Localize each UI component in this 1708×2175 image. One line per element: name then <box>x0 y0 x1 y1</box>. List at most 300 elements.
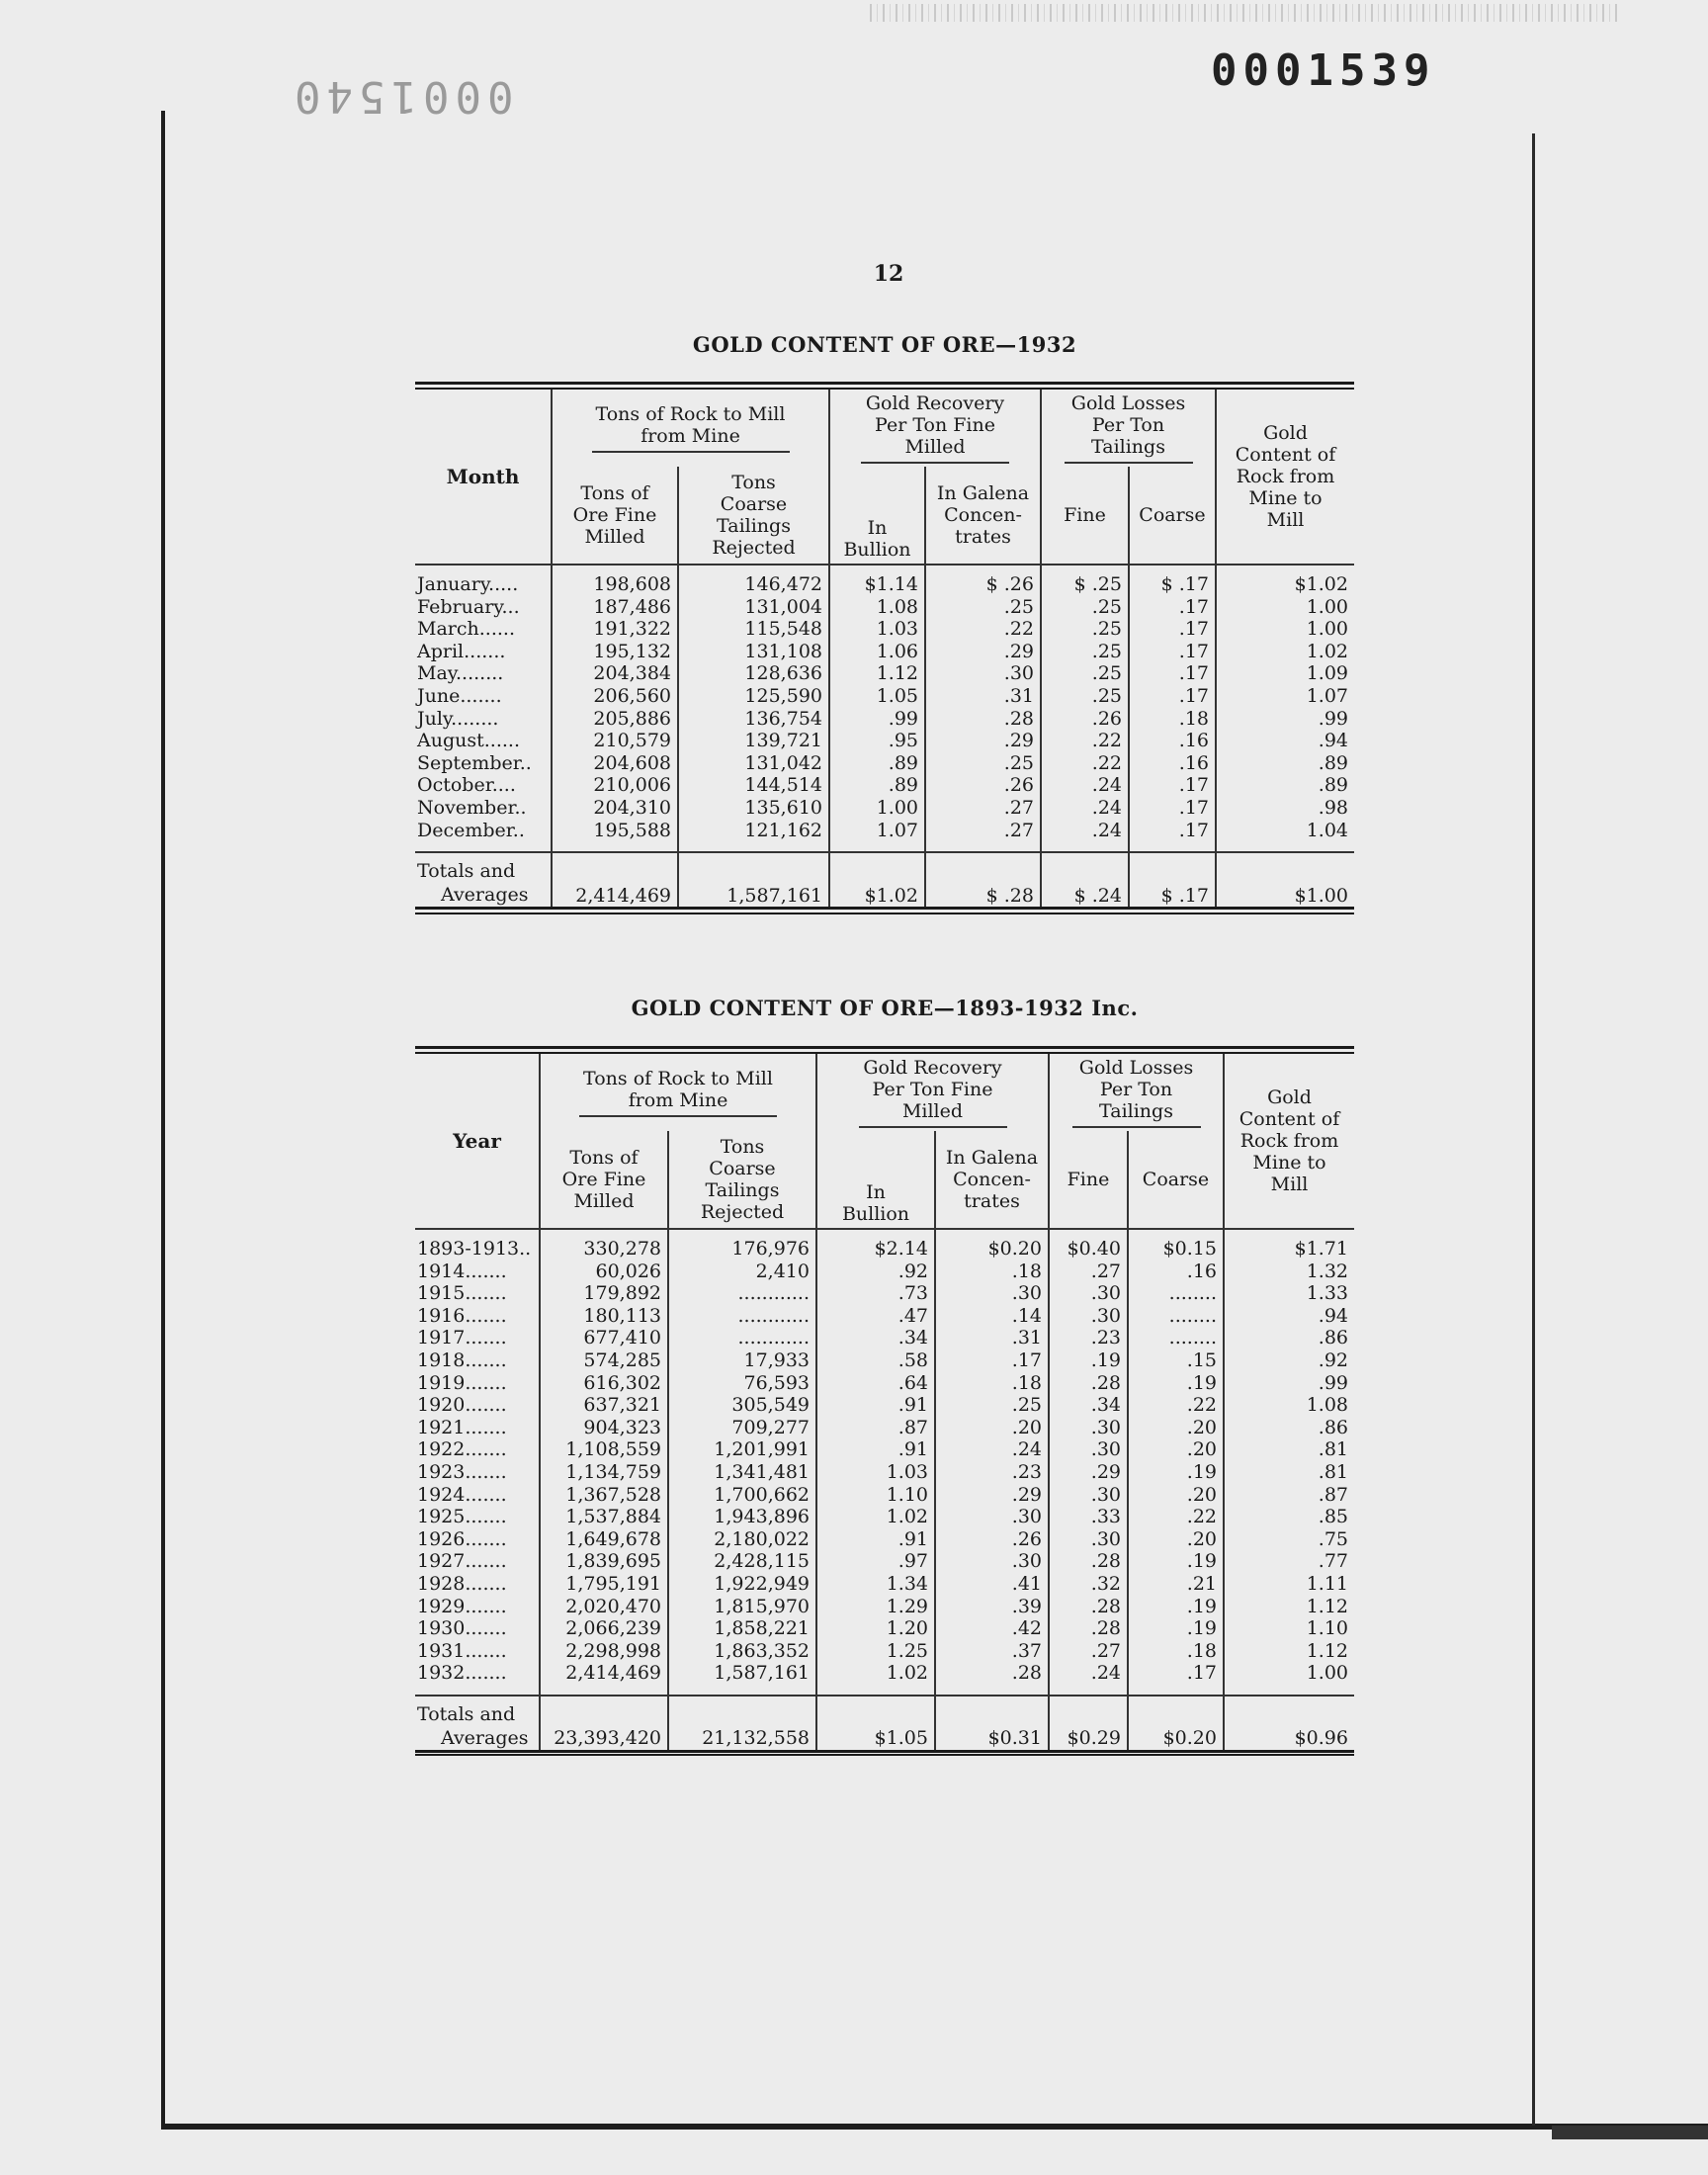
coarse-tailings-cell: 709,277 <box>668 1417 816 1439</box>
row-label-cell: May........ <box>417 662 504 685</box>
gold-content-cell: 1.00 <box>1216 596 1354 619</box>
ore-fine-cell: 204,608 <box>552 752 678 775</box>
table1-title: GOLD CONTENT OF ORE—1932 <box>692 332 1077 357</box>
coarse-tailings-cell: 1,341,481 <box>668 1461 816 1484</box>
galena-cell: .20 <box>935 1417 1049 1439</box>
table2-group-recovery: Gold Recovery Per Ton Fine Milled <box>816 1054 1049 1131</box>
ore-fine-cell: 198,608 <box>552 565 678 596</box>
bullion-cell: $2.14 <box>816 1229 935 1261</box>
row-label-cell: 1928....... <box>417 1572 507 1595</box>
coarse-loss-cell: .17 <box>1129 774 1216 797</box>
coarse-tailings-cell: ............ <box>668 1327 816 1349</box>
galena-cell: .29 <box>935 1484 1049 1507</box>
coarse-tailings-cell: 125,590 <box>678 685 829 708</box>
fine-loss-cell: .27 <box>1049 1640 1128 1663</box>
fine-loss-cell: .24 <box>1049 1662 1128 1696</box>
ore-fine-cell: 1,649,678 <box>540 1528 668 1551</box>
galena-cell: .25 <box>925 752 1041 775</box>
ore-fine-cell: 1,108,559 <box>540 1438 668 1461</box>
totals-coarse-loss-cell: $0.20 <box>1128 1696 1224 1750</box>
coarse-tailings-cell: ............ <box>668 1305 816 1328</box>
row-label-cell: 1918....... <box>417 1348 507 1371</box>
ore-fine-cell: 677,410 <box>540 1327 668 1349</box>
totals-fine-loss-cell: $ .24 <box>1041 852 1129 907</box>
bullion-cell: $1.14 <box>829 565 925 596</box>
galena-cell: $ .26 <box>925 565 1041 596</box>
gold-content-cell: .99 <box>1224 1372 1354 1395</box>
fine-loss-cell: .22 <box>1041 730 1129 752</box>
coarse-loss-cell: .17 <box>1129 662 1216 685</box>
table2-col-ore-fine: Tons of Ore Fine Milled <box>540 1131 668 1229</box>
gold-content-cell: .87 <box>1224 1484 1354 1507</box>
ore-fine-cell: 1,795,191 <box>540 1573 668 1596</box>
fine-loss-cell: .29 <box>1049 1461 1128 1484</box>
galena-cell: .31 <box>925 685 1041 708</box>
row-label-cell: February... <box>417 595 520 618</box>
table1-col-fine: Fine <box>1041 467 1129 565</box>
coarse-loss-cell: ........ <box>1128 1327 1224 1349</box>
bullion-cell: .34 <box>816 1327 935 1349</box>
table2-group-content: Gold Content of Rock from Mine to Mill <box>1224 1054 1354 1229</box>
coarse-loss-cell: .17 <box>1129 641 1216 663</box>
galena-cell: .29 <box>925 641 1041 663</box>
totals-galena-cell: $ .28 <box>925 852 1041 907</box>
fine-loss-cell: .24 <box>1041 820 1129 853</box>
totals-coarse-tailings-cell: 21,132,558 <box>668 1696 816 1750</box>
coarse-loss-cell: .19 <box>1128 1550 1224 1573</box>
table1-group-losses: Gold Losses Per Ton Tailings <box>1041 390 1216 467</box>
ore-fine-cell: 195,588 <box>552 820 678 853</box>
coarse-tailings-cell: 131,042 <box>678 752 829 775</box>
bullion-cell: 1.00 <box>829 797 925 820</box>
gold-content-cell: .75 <box>1224 1528 1354 1551</box>
bullion-cell: .58 <box>816 1349 935 1372</box>
row-label-cell: 1921....... <box>417 1416 507 1438</box>
coarse-loss-cell: $0.15 <box>1128 1229 1224 1261</box>
bullion-cell: 1.02 <box>816 1662 935 1696</box>
table2-group-losses: Gold Losses Per Ton Tailings <box>1049 1054 1224 1131</box>
table2-row <box>415 1417 1354 1439</box>
fine-loss-cell: .28 <box>1049 1617 1128 1640</box>
coarse-loss-cell: .15 <box>1128 1349 1224 1372</box>
coarse-loss-cell: .22 <box>1128 1394 1224 1417</box>
table2-row <box>415 1484 1354 1507</box>
coarse-tailings-cell: 136,754 <box>678 708 829 731</box>
fine-loss-cell: .34 <box>1049 1394 1128 1417</box>
galena-cell: .39 <box>935 1596 1049 1618</box>
table1-row <box>415 774 1354 797</box>
gold-content-cell: .98 <box>1216 797 1354 820</box>
gold-content-cell: 1.11 <box>1224 1573 1354 1596</box>
fine-loss-cell: .25 <box>1041 685 1129 708</box>
frame-right-border <box>1532 133 1535 2126</box>
coarse-tailings-cell: 2,428,115 <box>668 1550 816 1573</box>
table2-row <box>415 1617 1354 1640</box>
coarse-loss-cell: .19 <box>1128 1372 1224 1395</box>
coarse-tailings-cell: 135,610 <box>678 797 829 820</box>
coarse-tailings-cell: 1,943,896 <box>668 1506 816 1528</box>
table2-row <box>415 1506 1354 1528</box>
row-label-cell: December.. <box>417 819 525 841</box>
bullion-cell: .97 <box>816 1550 935 1573</box>
ore-fine-cell: 210,006 <box>552 774 678 797</box>
gold-content-cell: 1.07 <box>1216 685 1354 708</box>
gold-content-cell: .81 <box>1224 1461 1354 1484</box>
ore-fine-cell: 1,537,884 <box>540 1506 668 1528</box>
bullion-cell: .92 <box>816 1261 935 1283</box>
totals-ore-fine-cell: 2,414,469 <box>552 852 678 907</box>
fine-loss-cell: .19 <box>1049 1349 1128 1372</box>
bullion-cell: .47 <box>816 1305 935 1328</box>
coarse-tailings-cell: 144,514 <box>678 774 829 797</box>
table2-row-header: Year <box>453 1129 501 1153</box>
row-label-cell: 1931....... <box>417 1639 507 1662</box>
gold-content-cell: .94 <box>1224 1305 1354 1328</box>
gold-content-cell: 1.33 <box>1224 1282 1354 1305</box>
table2-row <box>415 1596 1354 1618</box>
table2-row <box>415 1461 1354 1484</box>
table2-row <box>415 1662 1354 1696</box>
bullion-cell: 1.29 <box>816 1596 935 1618</box>
bleed-through-stamp: 0001540 <box>289 71 514 122</box>
row-label-cell: 1926....... <box>417 1527 507 1550</box>
row-label-cell: 1932....... <box>417 1662 507 1685</box>
totals-bullion-cell: $1.05 <box>816 1696 935 1750</box>
table2-col-fine: Fine <box>1049 1131 1128 1229</box>
totals-coarse-loss-cell: $ .17 <box>1129 852 1216 907</box>
bullion-cell: 1.08 <box>829 596 925 619</box>
coarse-loss-cell: .19 <box>1128 1617 1224 1640</box>
table1-row <box>415 662 1354 685</box>
ore-fine-cell: 1,839,695 <box>540 1550 668 1573</box>
gold-content-cell: 1.10 <box>1224 1617 1354 1640</box>
table1-group-content: Gold Content of Rock from Mine to Mill <box>1216 390 1354 565</box>
row-label-cell: June....... <box>417 684 502 707</box>
row-label-cell: 1925....... <box>417 1506 507 1528</box>
fine-loss-cell: .30 <box>1049 1438 1128 1461</box>
table2-row <box>415 1372 1354 1395</box>
gold-content-cell: .99 <box>1216 708 1354 731</box>
table1-row <box>415 730 1354 752</box>
coarse-tailings-cell: 1,201,991 <box>668 1438 816 1461</box>
ore-fine-cell: 1,367,528 <box>540 1484 668 1507</box>
ore-fine-cell: 191,322 <box>552 618 678 641</box>
totals-label-line2: Averages <box>441 884 529 907</box>
row-label-cell: 1927....... <box>417 1550 507 1573</box>
table2-row <box>415 1349 1354 1372</box>
galena-cell: .28 <box>925 708 1041 731</box>
coarse-loss-cell: .20 <box>1128 1438 1224 1461</box>
bullion-cell: 1.25 <box>816 1640 935 1663</box>
gold-content-cell: .85 <box>1224 1506 1354 1528</box>
galena-cell: .30 <box>935 1550 1049 1573</box>
fine-loss-cell: .28 <box>1049 1550 1128 1573</box>
ore-fine-cell: 210,579 <box>552 730 678 752</box>
row-label-cell: 1930....... <box>417 1617 507 1640</box>
coarse-tailings-cell: 76,593 <box>668 1372 816 1395</box>
coarse-tailings-cell: 305,549 <box>668 1394 816 1417</box>
fine-loss-cell: .30 <box>1049 1282 1128 1305</box>
totals-fine-loss-cell: $0.29 <box>1049 1696 1128 1750</box>
galena-cell: $0.20 <box>935 1229 1049 1261</box>
table1-group-tons: Tons of Rock to Mill from Mine <box>552 390 829 467</box>
coarse-tailings-cell: 128,636 <box>678 662 829 685</box>
totals-label-line1: Totals and <box>417 1702 516 1725</box>
bullion-cell: .73 <box>816 1282 935 1305</box>
table1-row-header: Month <box>446 465 520 488</box>
coarse-tailings-cell: 1,587,161 <box>668 1662 816 1696</box>
fine-loss-cell: .28 <box>1049 1596 1128 1618</box>
coarse-loss-cell: .19 <box>1128 1461 1224 1484</box>
table1-bottom-rule <box>415 907 1354 914</box>
ore-fine-cell: 206,560 <box>552 685 678 708</box>
totals-label-cell <box>415 852 552 907</box>
galena-cell: .18 <box>935 1372 1049 1395</box>
gold-content-cell: .86 <box>1224 1417 1354 1439</box>
ore-fine-cell: 2,298,998 <box>540 1640 668 1663</box>
ore-fine-cell: 205,886 <box>552 708 678 731</box>
bullion-cell: 1.06 <box>829 641 925 663</box>
coarse-loss-cell: .22 <box>1128 1506 1224 1528</box>
coarse-tailings-cell: 2,410 <box>668 1261 816 1283</box>
coarse-tailings-cell: 131,004 <box>678 596 829 619</box>
bullion-cell: .89 <box>829 774 925 797</box>
row-label-cell: 1893-1913.. <box>417 1238 532 1260</box>
fine-loss-cell: $ .25 <box>1041 565 1129 596</box>
galena-cell: .23 <box>935 1461 1049 1484</box>
totals-label-line2: Averages <box>441 1726 529 1749</box>
fine-loss-cell: .25 <box>1041 641 1129 663</box>
coarse-loss-cell: .19 <box>1128 1596 1224 1618</box>
galena-cell: .31 <box>935 1327 1049 1349</box>
coarse-loss-cell: ........ <box>1128 1282 1224 1305</box>
table1-row <box>415 820 1354 853</box>
coarse-tailings-cell: 1,700,662 <box>668 1484 816 1507</box>
gold-content-cell: 1.04 <box>1216 820 1354 853</box>
galena-cell: .27 <box>925 820 1041 853</box>
row-label-cell: 1919....... <box>417 1371 507 1394</box>
table1 <box>415 382 1354 914</box>
ore-fine-cell: 637,321 <box>540 1394 668 1417</box>
gold-content-cell: 1.00 <box>1224 1662 1354 1696</box>
table2-col-coarse: Tons Coarse Tailings Rejected <box>668 1131 816 1229</box>
coarse-tailings-cell: 2,180,022 <box>668 1528 816 1551</box>
galena-cell: .18 <box>935 1261 1049 1283</box>
fine-loss-cell: .22 <box>1041 752 1129 775</box>
table2-col-bullion: In Bullion <box>816 1131 935 1229</box>
coarse-tailings-cell: 1,815,970 <box>668 1596 816 1618</box>
totals-galena-cell: $0.31 <box>935 1696 1049 1750</box>
galena-cell: .29 <box>925 730 1041 752</box>
bullion-cell: 1.12 <box>829 662 925 685</box>
gold-content-cell: 1.32 <box>1224 1261 1354 1283</box>
totals-ore-fine-cell: 23,393,420 <box>540 1696 668 1750</box>
document-number-stamp: 0001539 <box>1211 45 1436 96</box>
gold-content-cell: .77 <box>1224 1550 1354 1573</box>
gold-content-cell: $1.71 <box>1224 1229 1354 1261</box>
coarse-tailings-cell: 131,108 <box>678 641 829 663</box>
table2-bottom-rule <box>415 1750 1354 1756</box>
row-label-cell: 1915....... <box>417 1282 507 1305</box>
bullion-cell: .99 <box>829 708 925 731</box>
table1-row <box>415 618 1354 641</box>
table1-totals-row <box>415 852 1354 907</box>
bullion-cell: 1.20 <box>816 1617 935 1640</box>
row-label-cell: 1923....... <box>417 1460 507 1483</box>
galena-cell: .26 <box>935 1528 1049 1551</box>
ore-fine-cell: 574,285 <box>540 1349 668 1372</box>
gold-content-cell: 1.12 <box>1224 1596 1354 1618</box>
table2-row <box>415 1261 1354 1283</box>
table2-row <box>415 1229 1354 1261</box>
galena-cell: .37 <box>935 1640 1049 1663</box>
fine-loss-cell: .28 <box>1049 1372 1128 1395</box>
coarse-tailings-cell: 139,721 <box>678 730 829 752</box>
galena-cell: .14 <box>935 1305 1049 1328</box>
coarse-loss-cell: .17 <box>1128 1662 1224 1696</box>
bullion-cell: 1.03 <box>829 618 925 641</box>
coarse-tailings-cell: 121,162 <box>678 820 829 853</box>
ore-fine-cell: 1,134,759 <box>540 1461 668 1484</box>
table2-group-tons: Tons of Rock to Mill from Mine <box>540 1054 816 1131</box>
galena-cell: .17 <box>935 1349 1049 1372</box>
coarse-loss-cell: .16 <box>1128 1261 1224 1283</box>
row-label-cell: October.... <box>417 774 516 797</box>
galena-cell: .26 <box>925 774 1041 797</box>
gold-content-cell: .92 <box>1224 1349 1354 1372</box>
coarse-loss-cell: .21 <box>1128 1573 1224 1596</box>
fine-loss-cell: .27 <box>1049 1261 1128 1283</box>
coarse-tailings-cell: 1,863,352 <box>668 1640 816 1663</box>
table1-col-coarse: Tons Coarse Tailings Rejected <box>678 467 829 565</box>
coarse-loss-cell: .17 <box>1129 820 1216 853</box>
bullion-cell: .95 <box>829 730 925 752</box>
scan-artifact <box>870 4 1621 22</box>
gold-content-cell: 1.08 <box>1224 1394 1354 1417</box>
table2-row <box>415 1573 1354 1596</box>
row-label-cell: March...... <box>417 618 515 641</box>
row-label-cell: 1917....... <box>417 1327 507 1349</box>
coarse-loss-cell: .20 <box>1128 1484 1224 1507</box>
table1-top-rule <box>415 382 1354 390</box>
coarse-tailings-cell: 146,472 <box>678 565 829 596</box>
table2-row <box>415 1305 1354 1328</box>
gold-content-cell: 1.02 <box>1216 641 1354 663</box>
galena-cell: .28 <box>935 1662 1049 1696</box>
table1-row <box>415 565 1354 596</box>
coarse-tailings-cell: 17,933 <box>668 1349 816 1372</box>
ore-fine-cell: 204,384 <box>552 662 678 685</box>
coarse-tailings-cell: 1,922,949 <box>668 1573 816 1596</box>
row-label-cell: 1929....... <box>417 1595 507 1617</box>
row-label-cell: 1916....... <box>417 1304 507 1327</box>
totals-coarse-tailings-cell: 1,587,161 <box>678 852 829 907</box>
table1-row <box>415 685 1354 708</box>
coarse-loss-cell: .18 <box>1128 1640 1224 1663</box>
row-label-cell: 1924....... <box>417 1483 507 1506</box>
bullion-cell: 1.10 <box>816 1484 935 1507</box>
bullion-cell: 1.05 <box>829 685 925 708</box>
galena-cell: .42 <box>935 1617 1049 1640</box>
fine-loss-cell: .25 <box>1041 596 1129 619</box>
galena-cell: .25 <box>925 596 1041 619</box>
frame-left-border <box>161 111 165 2128</box>
table1-row <box>415 708 1354 731</box>
coarse-loss-cell: .18 <box>1129 708 1216 731</box>
table2-row <box>415 1528 1354 1551</box>
galena-cell: .30 <box>935 1506 1049 1528</box>
coarse-loss-cell: .16 <box>1129 752 1216 775</box>
row-label-cell: January..... <box>417 573 519 595</box>
gold-content-cell: 1.12 <box>1224 1640 1354 1663</box>
galena-cell: .41 <box>935 1573 1049 1596</box>
galena-cell: .25 <box>935 1394 1049 1417</box>
row-label-cell: August...... <box>417 730 520 752</box>
table2-totals-row <box>415 1696 1354 1750</box>
fine-loss-cell: .32 <box>1049 1573 1128 1596</box>
row-label-cell: 1920....... <box>417 1394 507 1417</box>
coarse-tailings-cell: 115,548 <box>678 618 829 641</box>
bullion-cell: .91 <box>816 1528 935 1551</box>
totals-bullion-cell: $1.02 <box>829 852 925 907</box>
table2-col-coarse-loss: Coarse <box>1128 1131 1224 1229</box>
totals-label-line1: Totals and <box>417 860 516 883</box>
bullion-cell: .87 <box>816 1417 935 1439</box>
totals-gold-content-cell: $0.96 <box>1224 1696 1354 1750</box>
table1-col-ore-fine: Tons of Ore Fine Milled <box>552 467 678 565</box>
table2-row <box>415 1640 1354 1663</box>
table1-row <box>415 596 1354 619</box>
table1-row <box>415 752 1354 775</box>
gold-content-cell: .86 <box>1224 1327 1354 1349</box>
table2-row <box>415 1282 1354 1305</box>
table1-col-bullion: In Bullion <box>829 467 925 565</box>
coarse-loss-cell: .17 <box>1129 596 1216 619</box>
coarse-tailings-cell: ............ <box>668 1282 816 1305</box>
ore-fine-cell: 616,302 <box>540 1372 668 1395</box>
row-label-cell: April....... <box>417 640 506 662</box>
coarse-tailings-cell: 176,976 <box>668 1229 816 1261</box>
ore-fine-cell: 2,414,469 <box>540 1662 668 1696</box>
table1-group-recovery: Gold Recovery Per Ton Fine Milled <box>829 390 1041 467</box>
fine-loss-cell: .23 <box>1049 1327 1128 1349</box>
coarse-tailings-cell: 1,858,221 <box>668 1617 816 1640</box>
fine-loss-cell: .30 <box>1049 1528 1128 1551</box>
fine-loss-cell: .24 <box>1041 797 1129 820</box>
ore-fine-cell: 330,278 <box>540 1229 668 1261</box>
gold-content-cell: .94 <box>1216 730 1354 752</box>
fine-loss-cell: .33 <box>1049 1506 1128 1528</box>
frame-bottom-border <box>161 2124 1708 2130</box>
table1-col-coarse-loss: Coarse <box>1129 467 1216 565</box>
bullion-cell: 1.34 <box>816 1573 935 1596</box>
coarse-loss-cell: .20 <box>1128 1417 1224 1439</box>
table2-row <box>415 1327 1354 1349</box>
ore-fine-cell: 2,020,470 <box>540 1596 668 1618</box>
bullion-cell: 1.07 <box>829 820 925 853</box>
bullion-cell: .91 <box>816 1394 935 1417</box>
table2-row <box>415 1438 1354 1461</box>
galena-cell: .30 <box>935 1282 1049 1305</box>
totals-gold-content-cell: $1.00 <box>1216 852 1354 907</box>
row-label-cell: 1922....... <box>417 1438 507 1461</box>
fine-loss-cell: .25 <box>1041 618 1129 641</box>
table2-col-galena: In Galena Concen- trates <box>935 1131 1049 1229</box>
gold-content-cell: 1.09 <box>1216 662 1354 685</box>
row-label-cell: November.. <box>417 796 527 819</box>
fine-loss-cell: .30 <box>1049 1484 1128 1507</box>
galena-cell: .22 <box>925 618 1041 641</box>
